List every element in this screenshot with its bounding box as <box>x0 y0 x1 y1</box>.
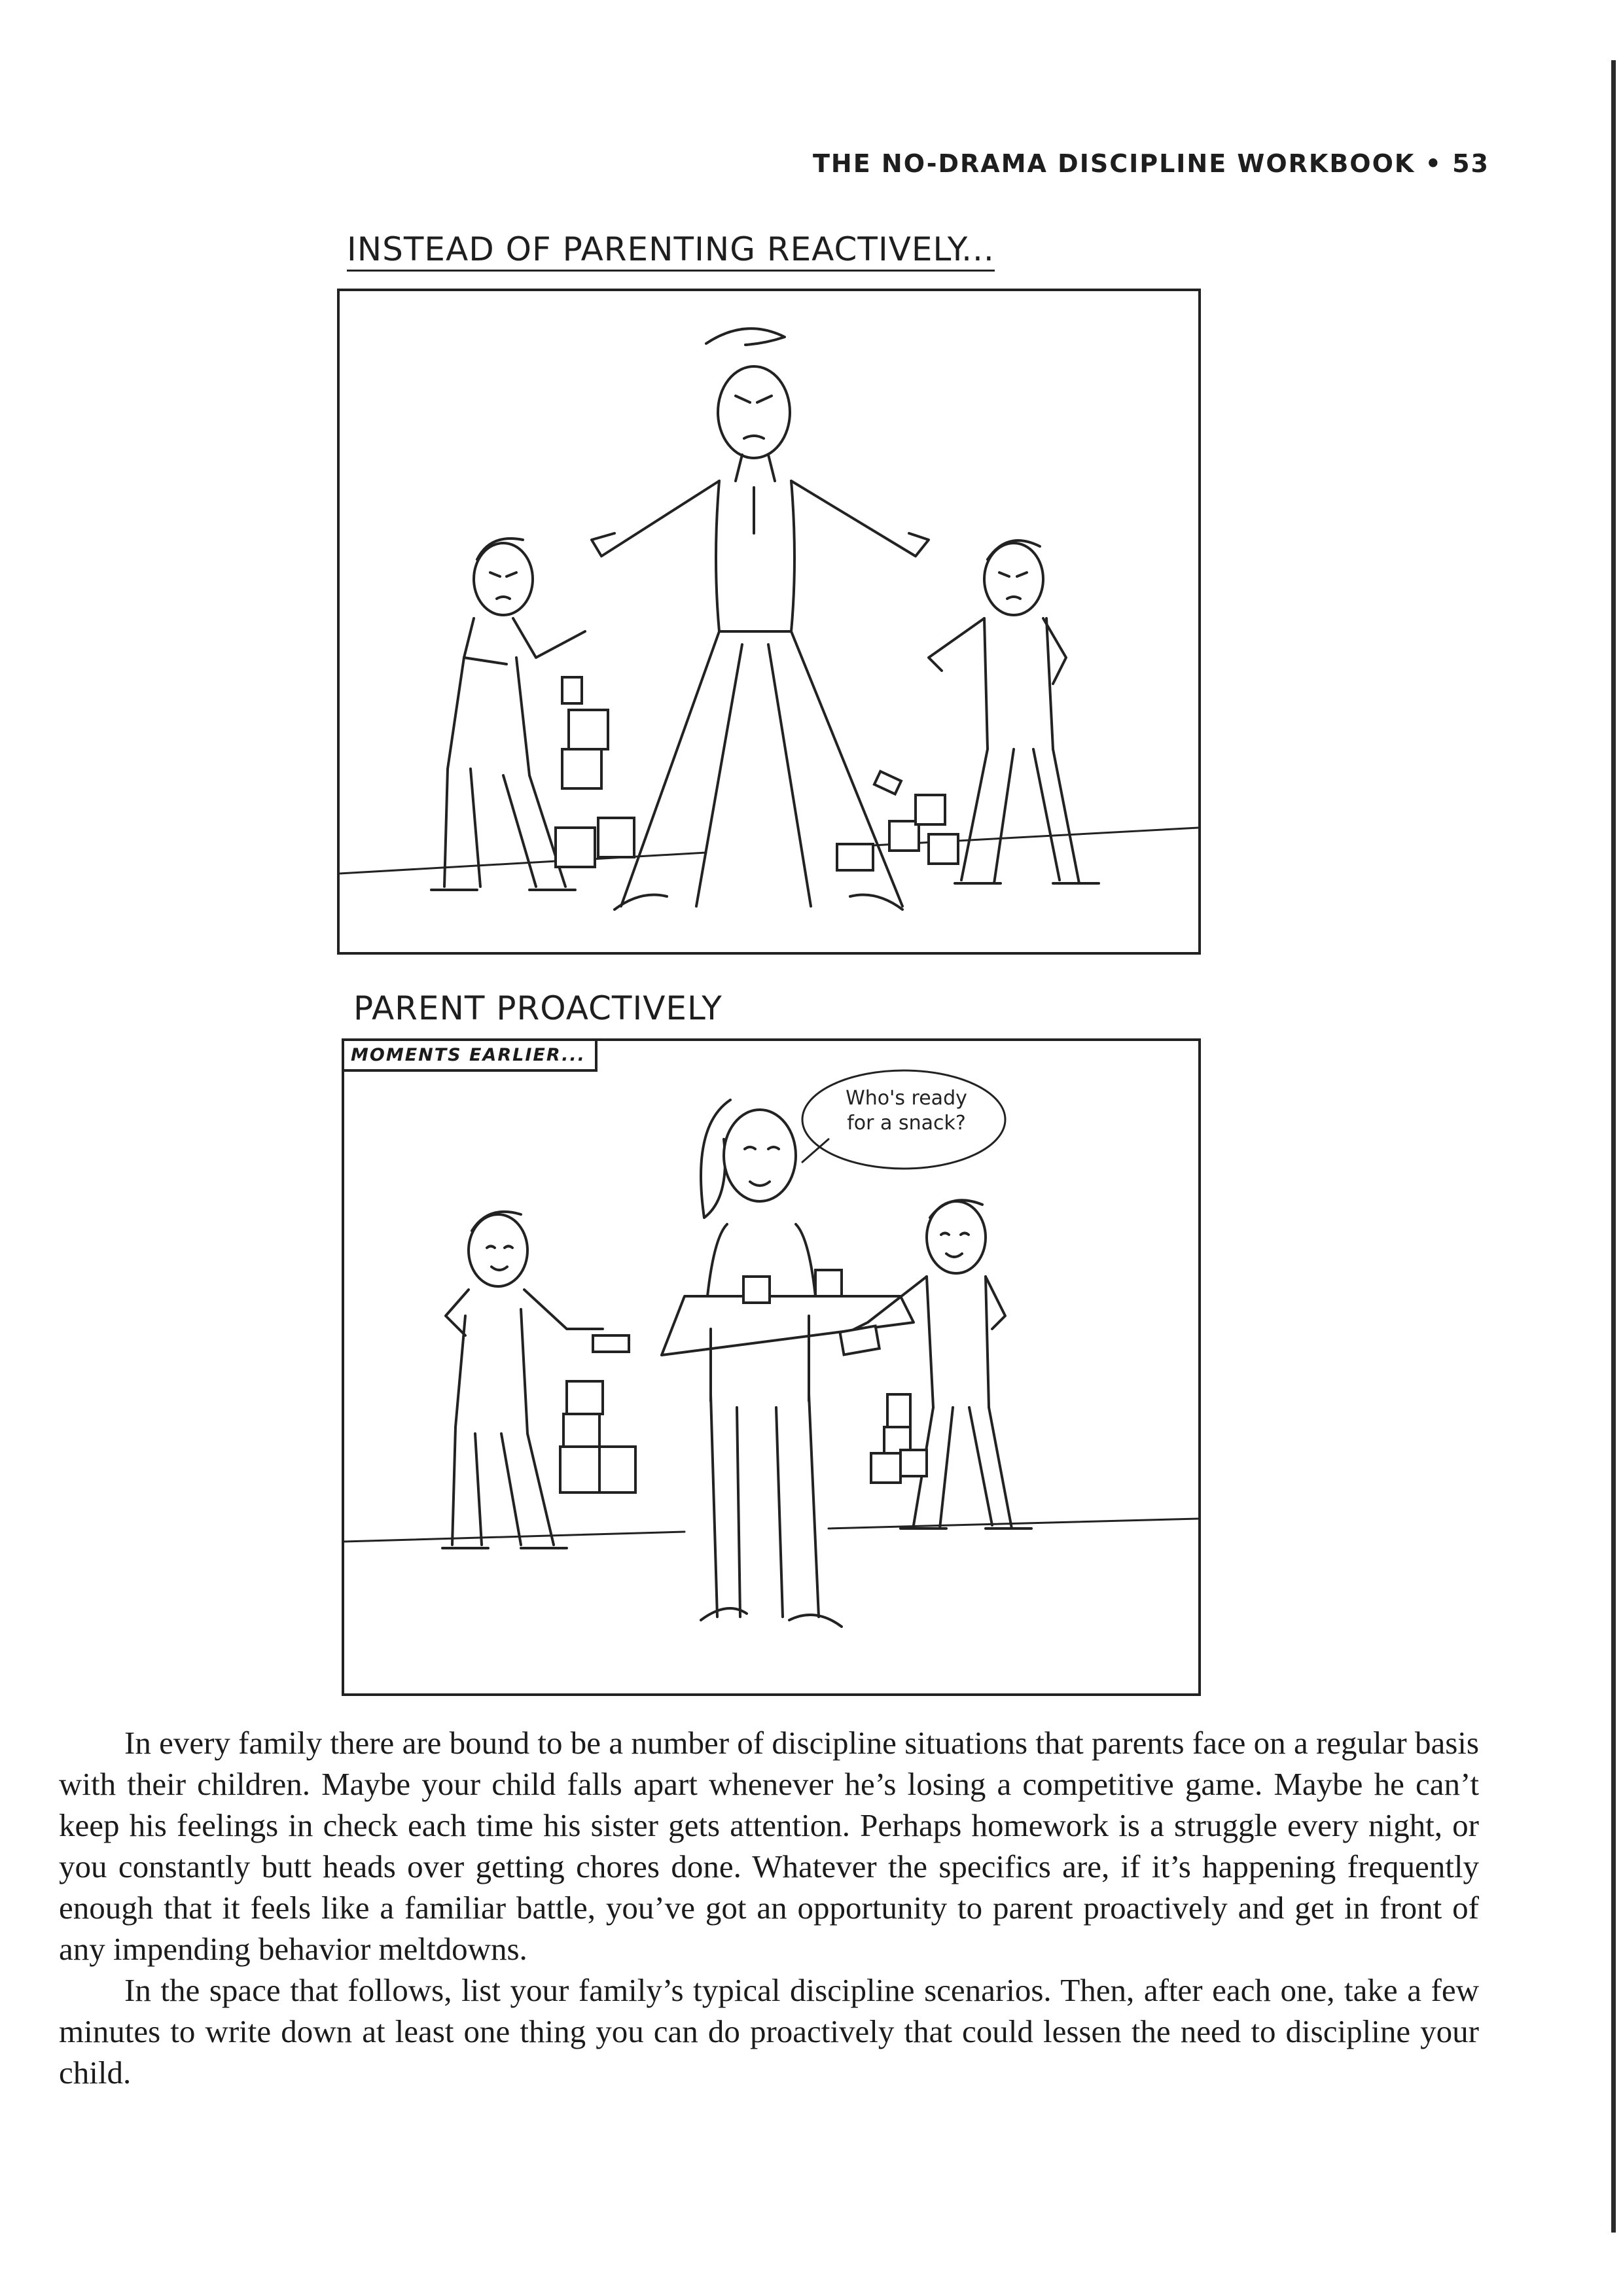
panel2-heading: PARENT PROACTIVELY <box>353 989 722 1027</box>
speech-line-2: for a snack? <box>847 1112 966 1135</box>
block-towers <box>560 1326 927 1492</box>
page-edge-rule <box>1611 60 1616 2233</box>
running-head: THE NO-DRAMA DISCIPLINE WORKBOOK • 53 <box>812 149 1489 178</box>
illustration-reactive-panel <box>337 289 1201 955</box>
speech-bubble-text <box>815 1086 998 1136</box>
moments-earlier-caption: MOMENTS EARLIER... <box>344 1041 597 1072</box>
smiling-mother-figure <box>662 1100 914 1627</box>
paragraph-2: In the space that follows, list your family’s typical discipline scenarios. Then, after each one, take a few minutes to write down at least one thing you can do proactively that could lessen the need to discipline your child. <box>59 1972 1479 2091</box>
reactive-scene-drawing <box>340 291 1198 952</box>
angry-boy-right-figure <box>929 540 1099 883</box>
illustration-proactive-panel <box>342 1038 1201 1696</box>
panel1-heading: INSTEAD OF PARENTING REACTIVELY... <box>347 230 995 272</box>
body-text <box>59 1722 1479 2093</box>
smiling-boy-left-figure <box>442 1212 603 1548</box>
paragraph-1: In every family there are bound to be a number of discipline situations that parents face on a regular basis with their children. Maybe your child falls apart whenever he’s losing a competitive game. Maybe he can’t keep his feelings in check each time his sister gets attention. Perhaps homework is a struggle every night, or you constantly butt heads over getting chores done. Whatever the specifics are, if it’s happening frequently enough that it feels like a familiar battle, you’ve got an opportunity to parent proactively and get in front of any impending behavior meltdowns. <box>59 1725 1479 1967</box>
proactive-scene-drawing <box>344 1041 1198 1693</box>
speech-line-1: Who's ready <box>846 1087 967 1110</box>
angry-mother-figure <box>592 328 929 910</box>
scattered-blocks <box>556 677 958 870</box>
